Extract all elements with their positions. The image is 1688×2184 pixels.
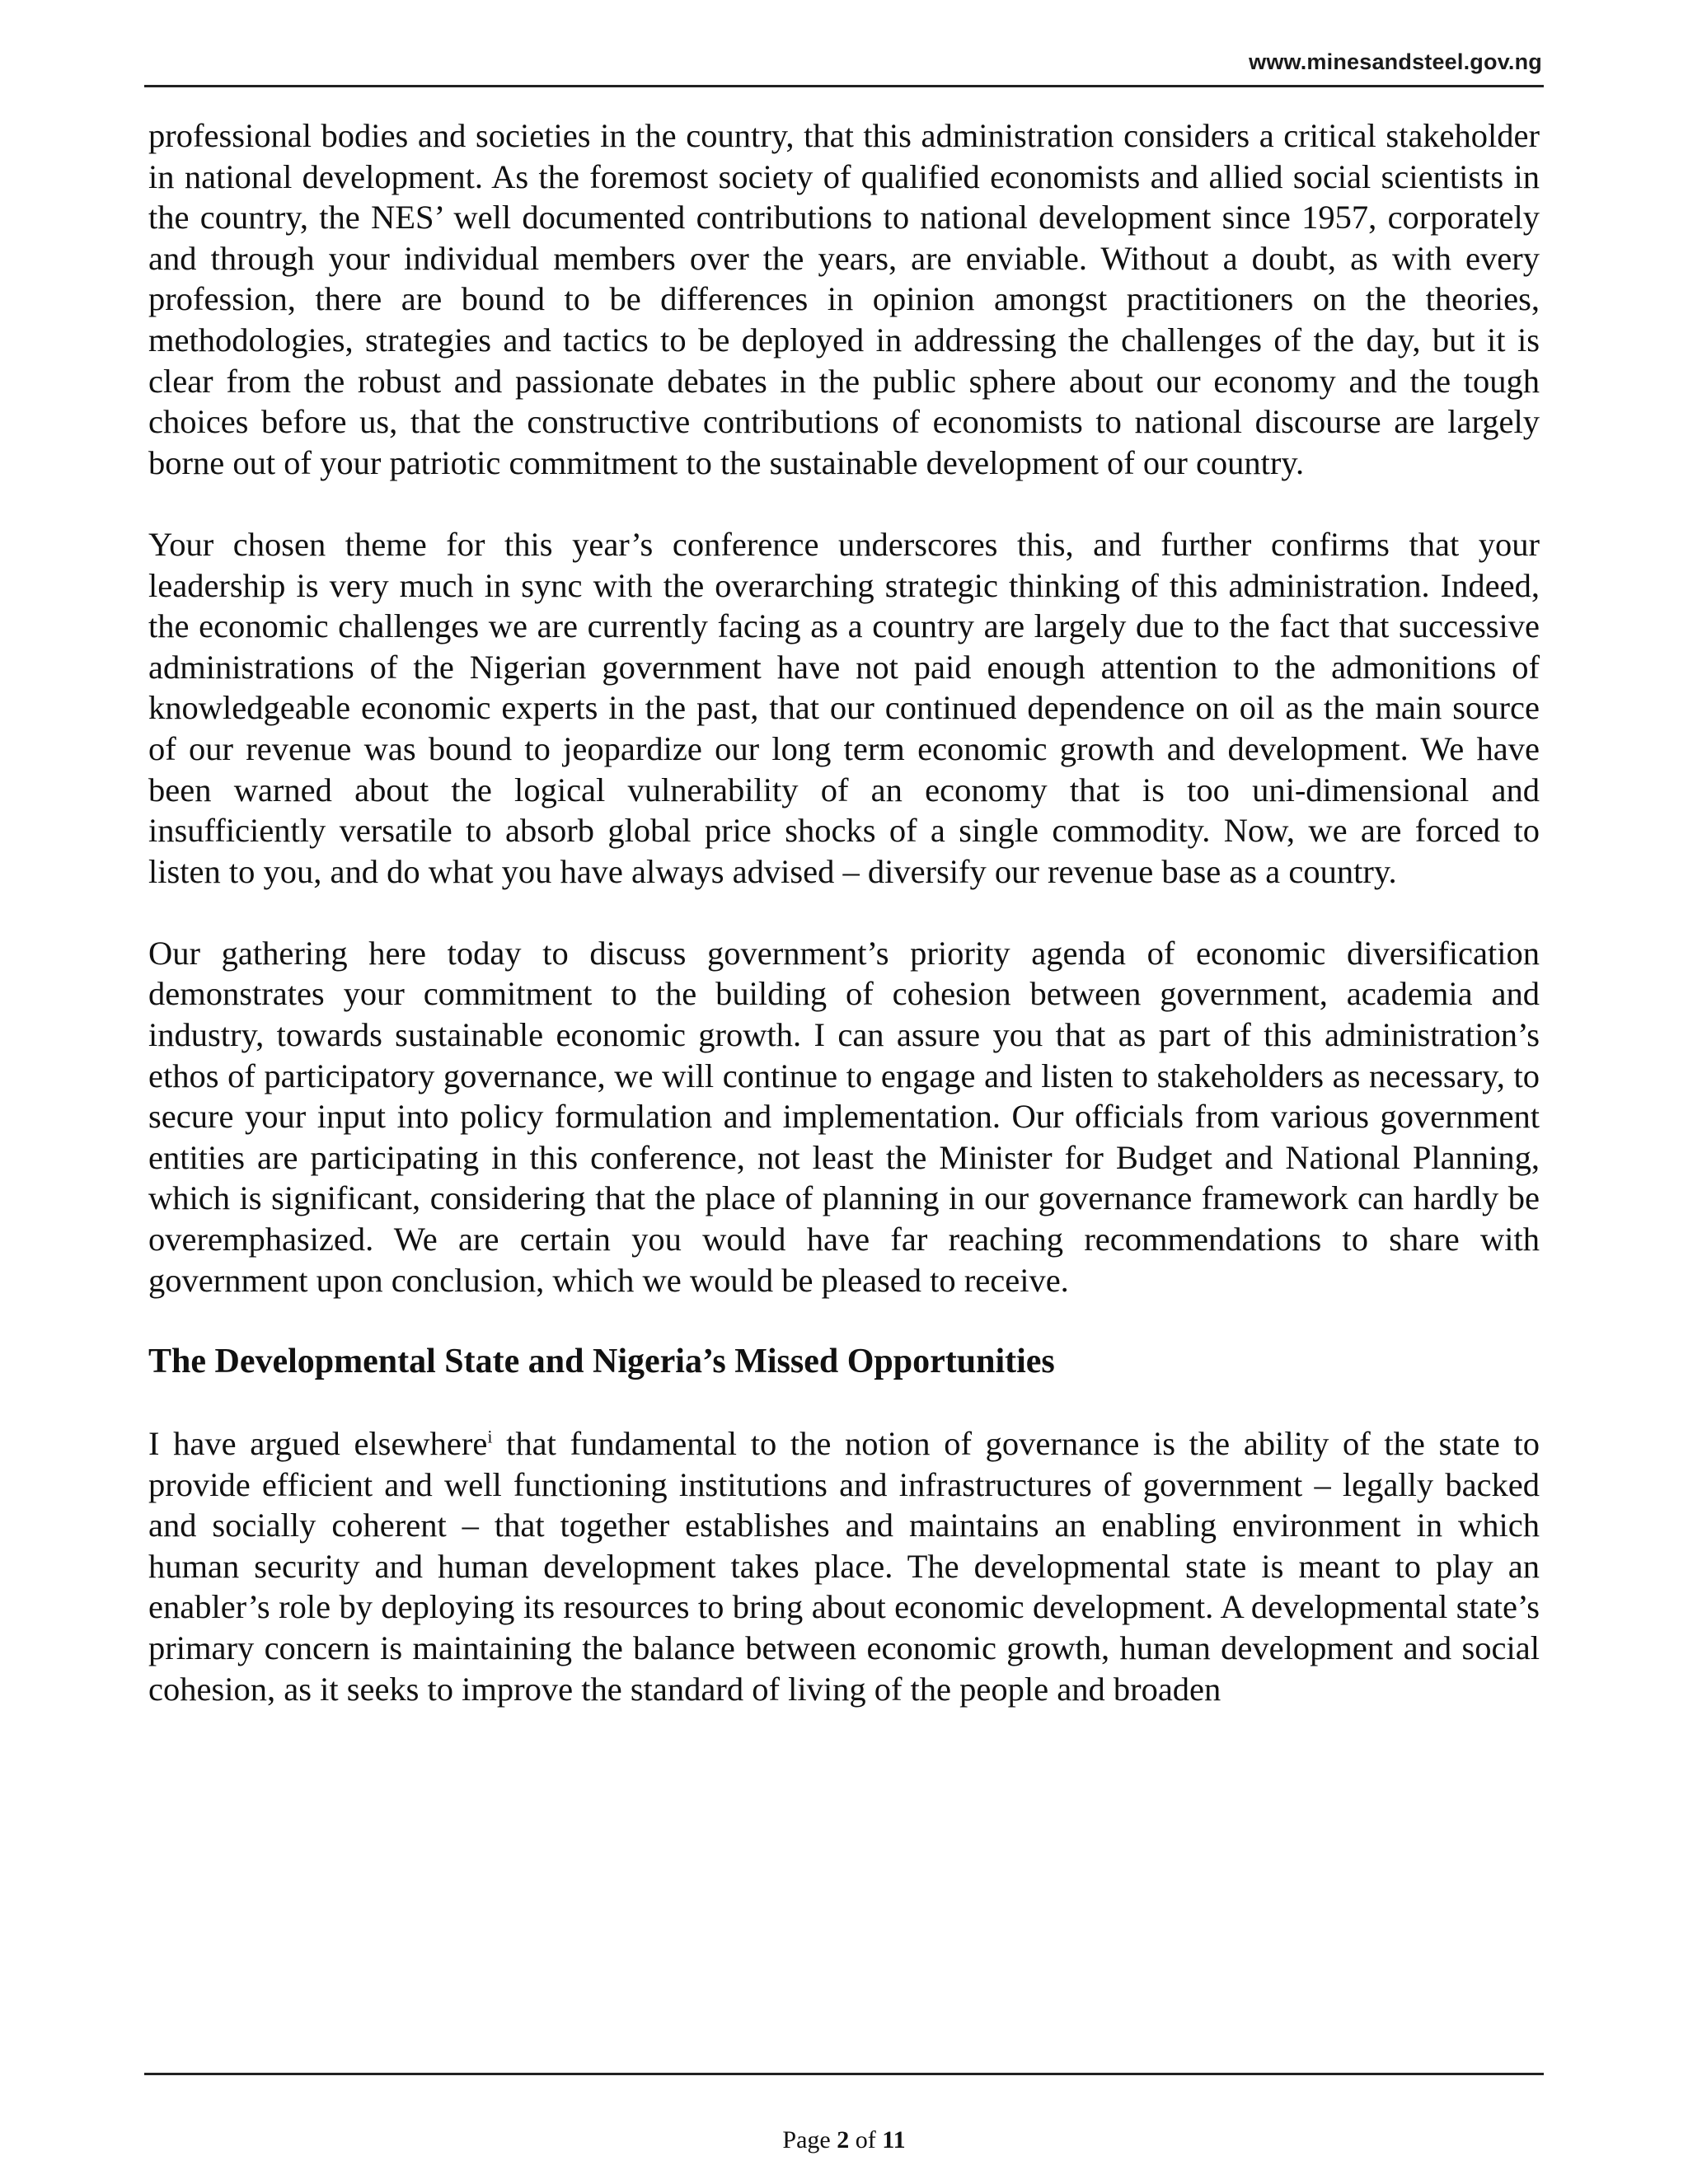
header-divider bbox=[144, 85, 1544, 87]
footnote-marker[interactable]: i bbox=[487, 1426, 493, 1447]
of-label: of bbox=[855, 2126, 876, 2154]
body-paragraph: professional bodies and societies in the country, that this administration considers a critical stakeholder in national development. As the foremost society of qualified economists and allied social scientists in the country, the NES’ well documented contributions to national development since 1957, corporately and through your individual members over the years, are enviable. Without a doubt, as with every profession, there are bound to be differences in opinion amongst practitioners on the theories, methodologies, strategies and tactics to be deployed in addressing the challenges of the day, but it is clear from the robust and passionate debates in the public sphere about our economy and the tough choices before us, that the constructive contributions of economists to national discourse are largely borne out of your patriotic commitment to the sustainable development of our country. bbox=[148, 117, 1540, 481]
footer-divider bbox=[144, 2073, 1544, 2075]
page-number bbox=[0, 2126, 1688, 2154]
document-body bbox=[148, 115, 1540, 1750]
total-pages-number: 11 bbox=[882, 2126, 906, 2154]
body-paragraph bbox=[148, 1423, 1540, 1709]
paragraph-text: that fundamental to the notion of governance is the ability of the state to provide efficient and well functioning institutions and infrastructures of government – legally backed and socially coherent – that together establishes and maintains an enabling environment in which human security and human development takes place. The developmental state is meant to play an enabler’s role by deploying its resources to bring about economic development. A developmental state’s primary concern is maintaining the balance between economic growth, human development and social cohesion, as it seeks to improve the standard of living of the people and broaden bbox=[148, 1425, 1540, 1708]
header-website-url: www.minesandsteel.gov.ng bbox=[1249, 49, 1542, 74]
paragraph-text: I have argued elsewhere bbox=[148, 1425, 488, 1462]
body-paragraph: Our gathering here today to discuss government’s priority agenda of economic diversification demonstrates your commitment to the building of cohesion between government, academia and industry, towards sustainable economic growth. I can assure you that as part of this administration’s ethos of participatory governance, we will continue to engage and listen to stakeholders as necessary, to secure your input into policy formulation and implementation. Our officials from various government entities are participating in this conference, not least the Minister for Budget and National Planning, which is significant, considering that the place of planning in our governance framework can hardly be overemphasized. We are certain you would have far reaching recommendations to share with government upon conclusion, which we would be pleased to receive. bbox=[148, 934, 1540, 1299]
section-heading: The Developmental State and Nigeria’s Missed Opportunities bbox=[148, 1342, 1055, 1380]
page-label: Page bbox=[782, 2126, 831, 2154]
body-paragraph: Your chosen theme for this year’s conference underscores this, and further confirms that your leadership is very much in sync with the overarching strategic thinking of this administration. Indeed, the economic challenges we are currently facing as a country are largely due to the fact that successive administrations of the Nigerian government have not paid enough attention to the admonitions of knowledgeable economic experts in the past, that our continued dependence on oil as the main source of our revenue was bound to jeopardize our long term economic growth and development. We have been warned about the logical vulnerability of an economy that is too uni-dimensional and insufficiently versatile to absorb global price shocks of a single commodity. Now, we are forced to listen to you, and do what you have always advised – diversify our revenue base as a country. bbox=[148, 525, 1540, 890]
current-page-number: 2 bbox=[837, 2126, 850, 2154]
